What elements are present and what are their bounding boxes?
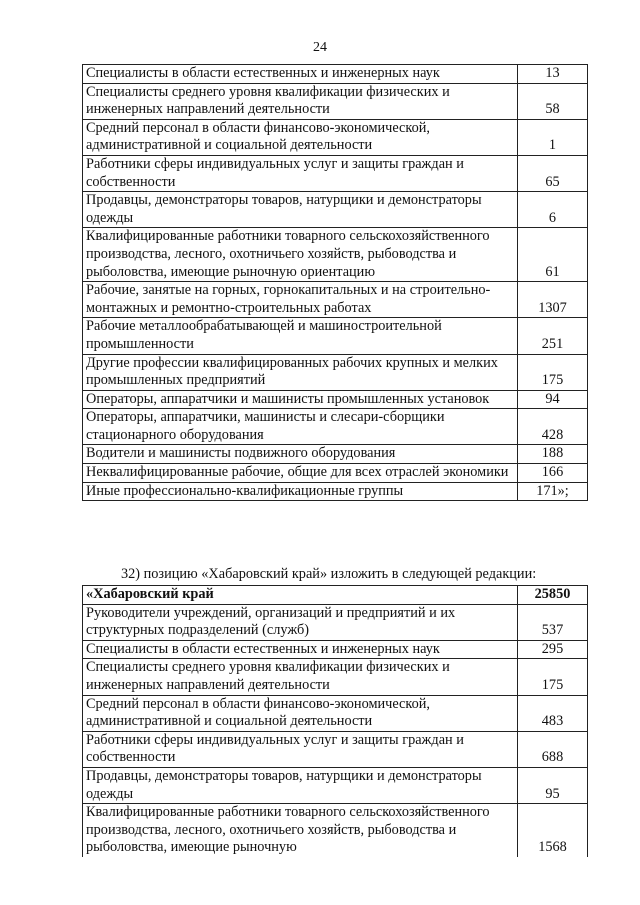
occupation-value: 688 xyxy=(518,731,588,767)
amendment-instruction: 32) позицию «Хабаровский край» изложить в следующей редакции: xyxy=(121,566,537,582)
occupation-name: Операторы, аппаратчики и машинисты промышленных установок xyxy=(83,390,518,409)
table-row xyxy=(83,155,588,191)
table-row xyxy=(83,604,588,640)
occupation-value: 175 xyxy=(518,354,588,390)
table-row xyxy=(83,409,588,445)
occupation-name: Рабочие, занятые на горных, горнокапитальных и на строительно-монтажных и ремонтно-строительных работах xyxy=(83,282,518,318)
table-row xyxy=(83,119,588,155)
table-row xyxy=(83,482,588,501)
occupation-value: 61 xyxy=(518,228,588,282)
table-row xyxy=(83,804,588,857)
table-row xyxy=(83,695,588,731)
occupation-name: Операторы, аппаратчики, машинисты и слесари-сборщики стационарного оборудования xyxy=(83,409,518,445)
occupation-name: Специалисты среднего уровня квалификации физических и инженерных направлений деятельности xyxy=(83,83,518,119)
occupation-name: Средний персонал в области финансово-экономической, административной и социальной деятельности xyxy=(83,695,518,731)
page-number: 24 xyxy=(313,40,327,55)
table-row xyxy=(83,282,588,318)
table-row xyxy=(83,767,588,803)
occupation-name: Другие профессии квалифицированных рабочих крупных и мелких промышленных предприятий xyxy=(83,354,518,390)
occupation-name: Продавцы, демонстраторы товаров, натурщики и демонстраторы одежды xyxy=(83,767,518,803)
region-name: «Хабаровский край xyxy=(83,586,518,605)
table-row xyxy=(83,318,588,354)
occupation-value: 1568 xyxy=(518,804,588,857)
occupation-value: 58 xyxy=(518,83,588,119)
table-row xyxy=(83,390,588,409)
occupation-value: 13 xyxy=(518,65,588,84)
occupation-value: 295 xyxy=(518,640,588,659)
table-row xyxy=(83,228,588,282)
region-header-row xyxy=(83,586,588,605)
occupation-table-previous-region xyxy=(82,64,588,501)
occupation-name: Водители и машинисты подвижного оборудования xyxy=(83,445,518,464)
occupation-value: 166 xyxy=(518,464,588,483)
occupation-name: Иные профессионально-квалификационные группы xyxy=(83,482,518,501)
occupation-name: Продавцы, демонстраторы товаров, натурщики и демонстраторы одежды xyxy=(83,192,518,228)
occupation-value: 95 xyxy=(518,767,588,803)
table-row xyxy=(83,192,588,228)
table-row xyxy=(83,445,588,464)
occupation-value: 94 xyxy=(518,390,588,409)
occupation-value: 65 xyxy=(518,155,588,191)
occupation-value: 175 xyxy=(518,659,588,695)
occupation-name: Специалисты в области естественных и инженерных наук xyxy=(83,640,518,659)
occupation-name: Квалифицированные работники товарного сельскохозяйственного производства, лесного, охотничьего хозяйств, рыбоводства и рыболовства, имеющие рыночную xyxy=(83,804,518,857)
occupation-value: 428 xyxy=(518,409,588,445)
occupation-name: Средний персонал в области финансово-экономической, административной и социальной деятельности xyxy=(83,119,518,155)
table-row xyxy=(83,659,588,695)
occupation-name: Руководители учреждений, организаций и предприятий и их структурных подразделений (служб) xyxy=(83,604,518,640)
table-row xyxy=(83,640,588,659)
occupation-value: 483 xyxy=(518,695,588,731)
occupation-value: 1307 xyxy=(518,282,588,318)
table-row xyxy=(83,464,588,483)
occupation-name: Специалисты среднего уровня квалификации физических и инженерных направлений деятельности xyxy=(83,659,518,695)
occupation-value: 171»; xyxy=(518,482,588,501)
occupation-table-khabarovsk xyxy=(82,585,588,857)
occupation-value: 188 xyxy=(518,445,588,464)
occupation-name: Квалифицированные работники товарного сельскохозяйственного производства, лесного, охотничьего хозяйств, рыбоводства и рыболовства, имеющие рыночную ориентацию xyxy=(83,228,518,282)
occupation-value: 1 xyxy=(518,119,588,155)
region-total: 25850 xyxy=(518,586,588,605)
table-row xyxy=(83,83,588,119)
table-row xyxy=(83,354,588,390)
occupation-name: Работники сферы индивидуальных услуг и защиты граждан и собственности xyxy=(83,731,518,767)
occupation-name: Работники сферы индивидуальных услуг и защиты граждан и собственности xyxy=(83,155,518,191)
occupation-value: 6 xyxy=(518,192,588,228)
table-row xyxy=(83,731,588,767)
table-row xyxy=(83,65,588,84)
occupation-value: 251 xyxy=(518,318,588,354)
occupation-value: 537 xyxy=(518,604,588,640)
occupation-name: Рабочие металлообрабатывающей и машиностроительной промышленности xyxy=(83,318,518,354)
occupation-name: Неквалифицированные рабочие, общие для всех отраслей экономики xyxy=(83,464,518,483)
occupation-name: Специалисты в области естественных и инженерных наук xyxy=(83,65,518,84)
